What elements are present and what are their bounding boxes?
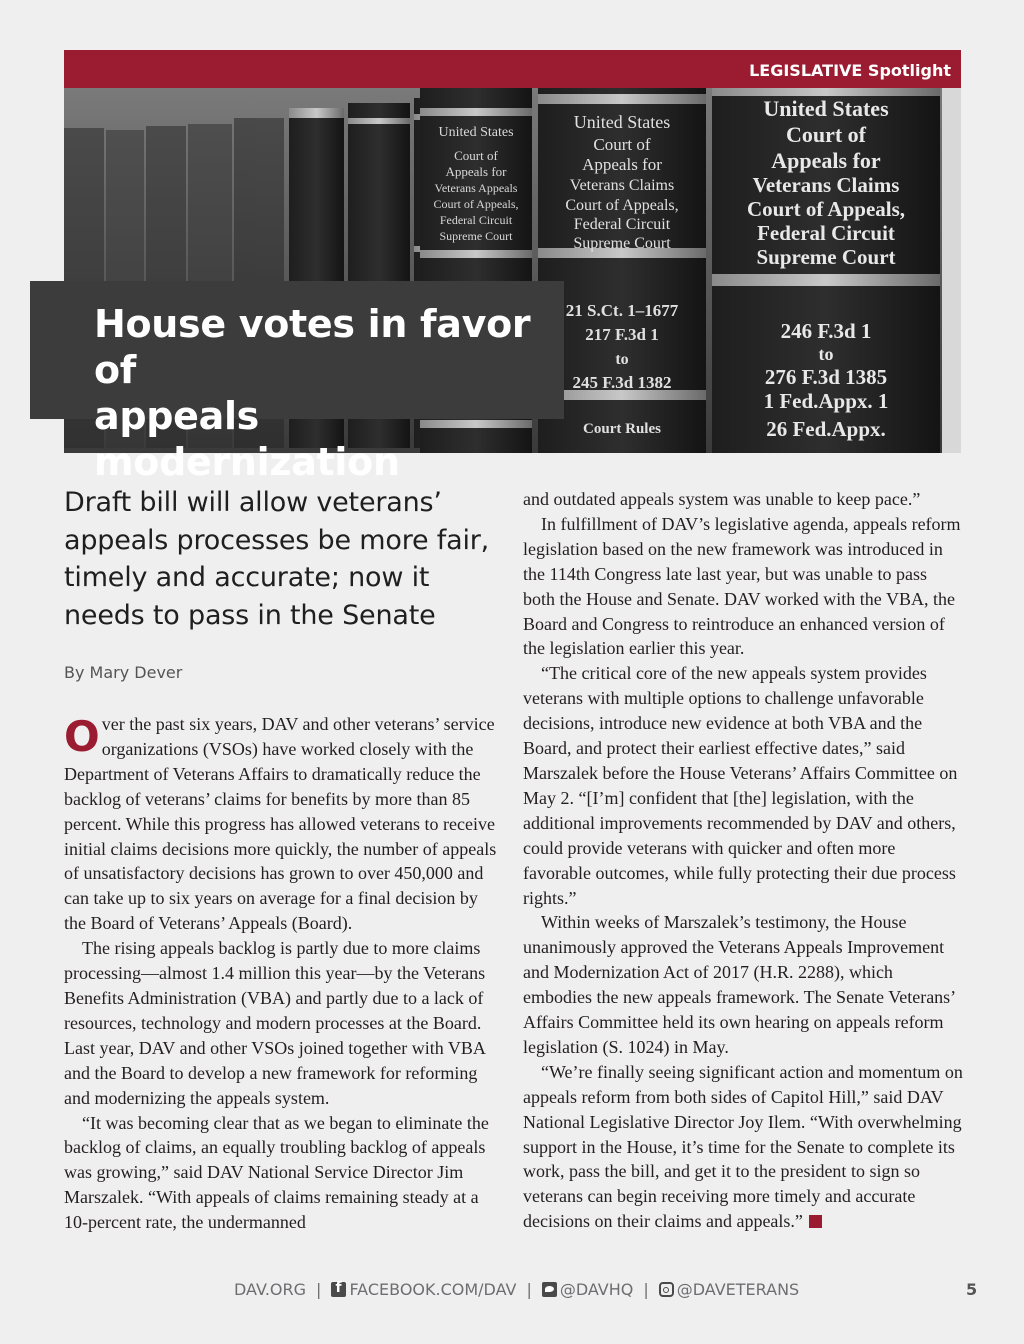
book-246-f3d xyxy=(712,88,940,453)
book3-line2: Court of xyxy=(454,148,498,163)
book2-vol3: 276 F.3d 1385 xyxy=(764,365,888,389)
footer-separator: | xyxy=(643,1280,649,1299)
book2-vol4: 1 Fed.Appx. 1 xyxy=(763,389,889,413)
footer-instagram-link[interactable] xyxy=(659,1280,799,1299)
footer-site-link[interactable]: DAV.ORG xyxy=(234,1280,307,1299)
book2-line2: Court of xyxy=(785,122,867,147)
book2-line7: Supreme Court xyxy=(756,245,896,269)
footer xyxy=(0,1278,1024,1302)
book2-vol1: 246 F.3d 1 xyxy=(780,319,872,343)
headline-line2: appeals modernization xyxy=(94,394,400,484)
book3-line7: Supreme Court xyxy=(439,229,513,243)
book3-line5: Court of Appeals, xyxy=(433,197,519,211)
book1-line2: Court of xyxy=(593,135,651,154)
dropcap: O xyxy=(64,712,100,761)
left-paragraph-2: The rising appeals backlog is partly due to more claims processing—almost 1.4 million this year—by the Veterans Benefits Administration (VBA) and partly due to a lack of resources, technology and modern processes at the Board. Last year, DAV and other VSOs joined together with VBA and the Board to develop a new framework for reforming and modernizing the appeals system. xyxy=(64,938,486,1108)
footer-facebook-link[interactable] xyxy=(331,1280,516,1299)
book1-vol2: 217 F.3d 1 xyxy=(585,325,659,344)
left-column xyxy=(64,712,504,1235)
footer-instagram-text: @DAVETERANS xyxy=(676,1280,800,1299)
footer-links xyxy=(234,1280,799,1299)
book1-vol4: 245 F.3d 1382 xyxy=(572,373,672,392)
book1-vol3: to xyxy=(615,351,629,368)
deck: Draft bill will allow veterans’ appeals processes be more fair, timely and accurate; now it needs to pass in the Senate xyxy=(64,487,490,631)
twitter-icon xyxy=(542,1282,557,1297)
right-paragraph-5-text: “We’re finally seeing significant action and momentum on appeals reform from both sides of Capitol Hill,” said DAV National Legislative Director Joy Ilem. “With overwhelming support in the House, it’s time for the Senate to complete its work, pass the bill, and get it to the president to sign so veterans can begin receiving more timely and accurate decisions on their claims and appeals.” xyxy=(523,1061,963,1232)
book3-line3: Appeals for xyxy=(445,164,507,179)
book2-vol2: to xyxy=(818,344,834,364)
book1-line7: Supreme Court xyxy=(573,235,671,252)
book2-line3: Appeals for xyxy=(771,148,881,173)
book2-line4: Veterans Claims xyxy=(752,173,900,197)
book2-line6: Federal Circuit xyxy=(757,221,895,245)
book1-line6: Federal Circuit xyxy=(573,216,671,233)
headline xyxy=(94,301,564,485)
left-paragraph-1 xyxy=(64,712,504,936)
headline-box xyxy=(30,281,564,484)
left-paragraph-3: “It was becoming clear that as we began to eliminate the backlog of claims, an equally troubling backlog of appeals was growing,” said DAV National Service Director Jim Marszalek. “With appeals of claims remaining steady at a 10-percent rate, the undermanned xyxy=(64,1112,489,1233)
instagram-icon xyxy=(659,1282,674,1297)
book2-line5: Court of Appeals, xyxy=(746,197,906,221)
right-paragraph-2: In fulfillment of DAV’s legislative agenda, appeals reform legislation based on the new framework was introduced in the 114th Congress late last year, but was unable to pass both the House and Senate. DAV worked with the VBA, the Board and Congress to reintroduce an enhanced version of the legislation earlier this year. xyxy=(523,513,961,659)
right-paragraph-4: Within weeks of Marszalek’s testimony, the House unanimously approved the Veterans Appeals Improvement and Modernization Act of 2017 (H.R. 2288), which embodies the new appeals framework. The Senate Veterans’ Affairs Committee held its own hearing on appeals reform legislation (S. 1024) in May. xyxy=(523,912,955,1057)
footer-separator: | xyxy=(526,1280,532,1299)
right-paragraph-5 xyxy=(523,1060,963,1234)
book3-line1: United States xyxy=(438,125,514,140)
section-tag: LEGISLATIVE Spotlight xyxy=(749,61,951,80)
book2-vol5: 26 Fed.Appx. xyxy=(766,417,886,441)
right-paragraph-3: “The critical core of the new appeals system provides veterans with multiple options to challenge unfavorable decisions, introduce new evidence at both VBA and the Board, and protect their earliest effective dates,” said Marszalek before the House Veterans’ Affairs Committee on May 2. “[I’m] confident that [the] legislation, with the additional improvements recommended by DAV and others, could provide veterans with quicker and often more favorable outcomes, while fully protecting their due process rights.” xyxy=(523,663,958,908)
book1-line1: United States xyxy=(573,112,671,132)
right-paragraph-1: and outdated appeals system was unable to keep pace.” xyxy=(523,489,921,509)
facebook-icon xyxy=(331,1282,346,1297)
book1-line3: Appeals for xyxy=(582,155,662,174)
end-mark-icon xyxy=(809,1215,822,1228)
right-column xyxy=(523,487,963,1234)
byline: By Mary Dever xyxy=(64,663,183,682)
book1-line5: Court of Appeals, xyxy=(565,197,679,214)
book1-line4: Veterans Claims xyxy=(569,177,675,194)
footer-facebook-text: FACEBOOK.COM/DAV xyxy=(349,1280,517,1299)
footer-twitter-text: @DAVHQ xyxy=(559,1280,634,1299)
book3-line6: Federal Circuit xyxy=(439,213,513,227)
page-number: 5 xyxy=(966,1280,978,1299)
book1-vol1: 21 S.Ct. 1–1677 xyxy=(565,301,679,320)
book2-line1: United States xyxy=(763,96,889,121)
headline-line1: House votes in favor of xyxy=(94,302,531,392)
book1-vol5: Court Rules xyxy=(583,421,661,437)
left-paragraph-1-text: ver the past six years, DAV and other veterans’ service organizations (VSOs) have worked closely with the Department of Veterans Affairs to dramatically reduce the backlog of veterans’ claims for benefits by more than 85 percent. While this progress has allowed veterans to receive initial claims decisions more quickly, the number of appeals of unsatisfactory decisions has grown to over 450,000 and can take up to six years on average for a final decision by the Board of Veterans’ Appeals (Board). xyxy=(64,714,497,934)
footer-separator: | xyxy=(316,1280,322,1299)
footer-twitter-link[interactable] xyxy=(542,1280,634,1299)
book3-line4: Veterans Appeals xyxy=(434,181,518,195)
section-banner xyxy=(64,50,961,88)
